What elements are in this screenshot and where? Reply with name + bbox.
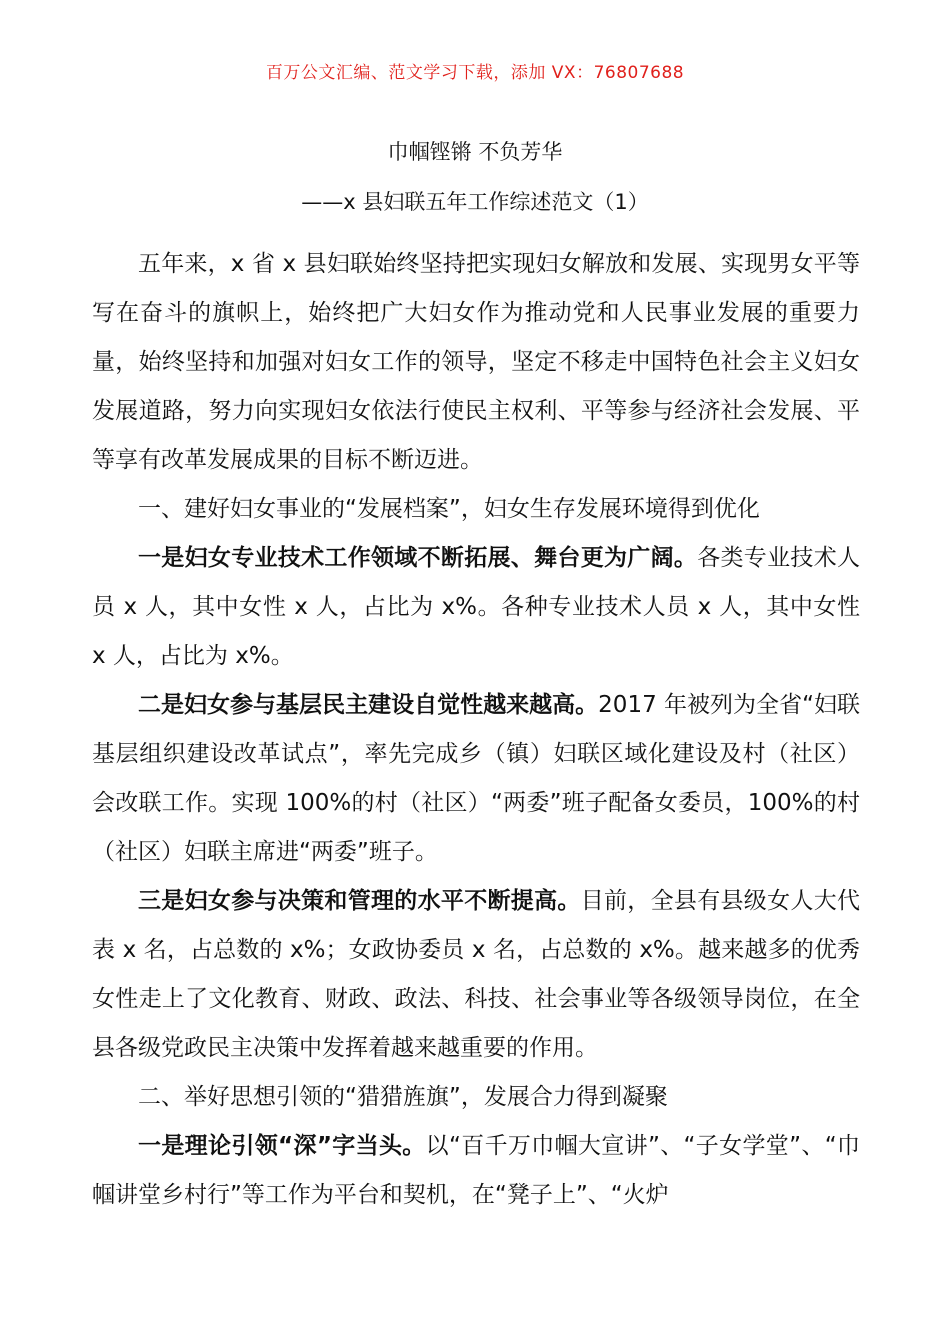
paragraph-1-lead: 一是妇女专业技术工作领域不断拓展、舞台更为广阔。 <box>138 545 698 571</box>
paragraph-3-text: 目前，全县有县级女人大代表 x 名，占总数的 x%；女政协委员 x 名，占总数的 x%。越来越多的优秀女性走上了文化教育、财政、政法、科技、社会事业等各级领导岗位，在全县各级党政民主决策中发挥着越来越重要的作用。 <box>92 888 861 1061</box>
section-heading-2: 二、举好思想引领的“猎猎旌旗”，发展合力得到凝聚 <box>138 1084 668 1110</box>
header-banner: 百万公文汇编、范文学习下载，添加 VX：76807688 <box>265 63 685 83</box>
paragraph-2 <box>92 681 860 877</box>
paragraph-4-text: 以“百千万巾帼大宣讲”、“子女学堂”、“巾帼讲堂乡村行”等工作为平台和契机，在“凳子上”、“火炉 <box>92 1133 860 1208</box>
paragraph-1-text: 各类专业技术人员 x 人，其中女性 x 人，占比为 x%。各种专业技术人员 x 人，其中女性 x 人，占比为 x%。 <box>92 545 861 669</box>
paragraph-4 <box>92 1122 860 1220</box>
section-heading-1: 一、建好妇女事业的“发展档案”，妇女生存发展环境得到优化 <box>138 496 760 522</box>
intro-paragraph: 五年来，x 省 x 县妇联始终坚持把实现妇女解放和发展、实现男女平等写在奋斗的旗帜上，始终把广大妇女作为推动党和人民事业发展的重要力量，始终坚持和加强对妇女工作的领导，坚定不移走中国特色社会主义妇女发展道路，努力向实现妇女依法行使民主权利、平等参与经济社会发展、平等享有改革发展成果的目标不断迈进。 <box>92 251 860 473</box>
paragraph-1 <box>92 534 860 681</box>
paragraph-2-text: 2017 年被列为全省“妇联基层组织建设改革试点”，率先完成乡（镇）妇联区域化建设及村（社区）会改联工作。实现 100%的村（社区）“两委”班子配备女委员，100%的村（社区）妇联主席进“两委”班子。 <box>92 692 861 865</box>
paragraph-2-lead: 二是妇女参与基层民主建设自觉性越来越高。 <box>138 692 599 718</box>
document-title: 巾帼铿锵 不负芳华 <box>387 140 563 164</box>
paragraph-3 <box>92 877 860 1073</box>
document-subtitle: ——x 县妇联五年工作综述范文（1） <box>301 190 649 214</box>
paragraph-4-lead: 一是理论引领“深”字当头。 <box>138 1133 426 1159</box>
paragraph-3-lead: 三是妇女参与决策和管理的水平不断提高。 <box>138 888 581 914</box>
document-body <box>92 240 860 1220</box>
